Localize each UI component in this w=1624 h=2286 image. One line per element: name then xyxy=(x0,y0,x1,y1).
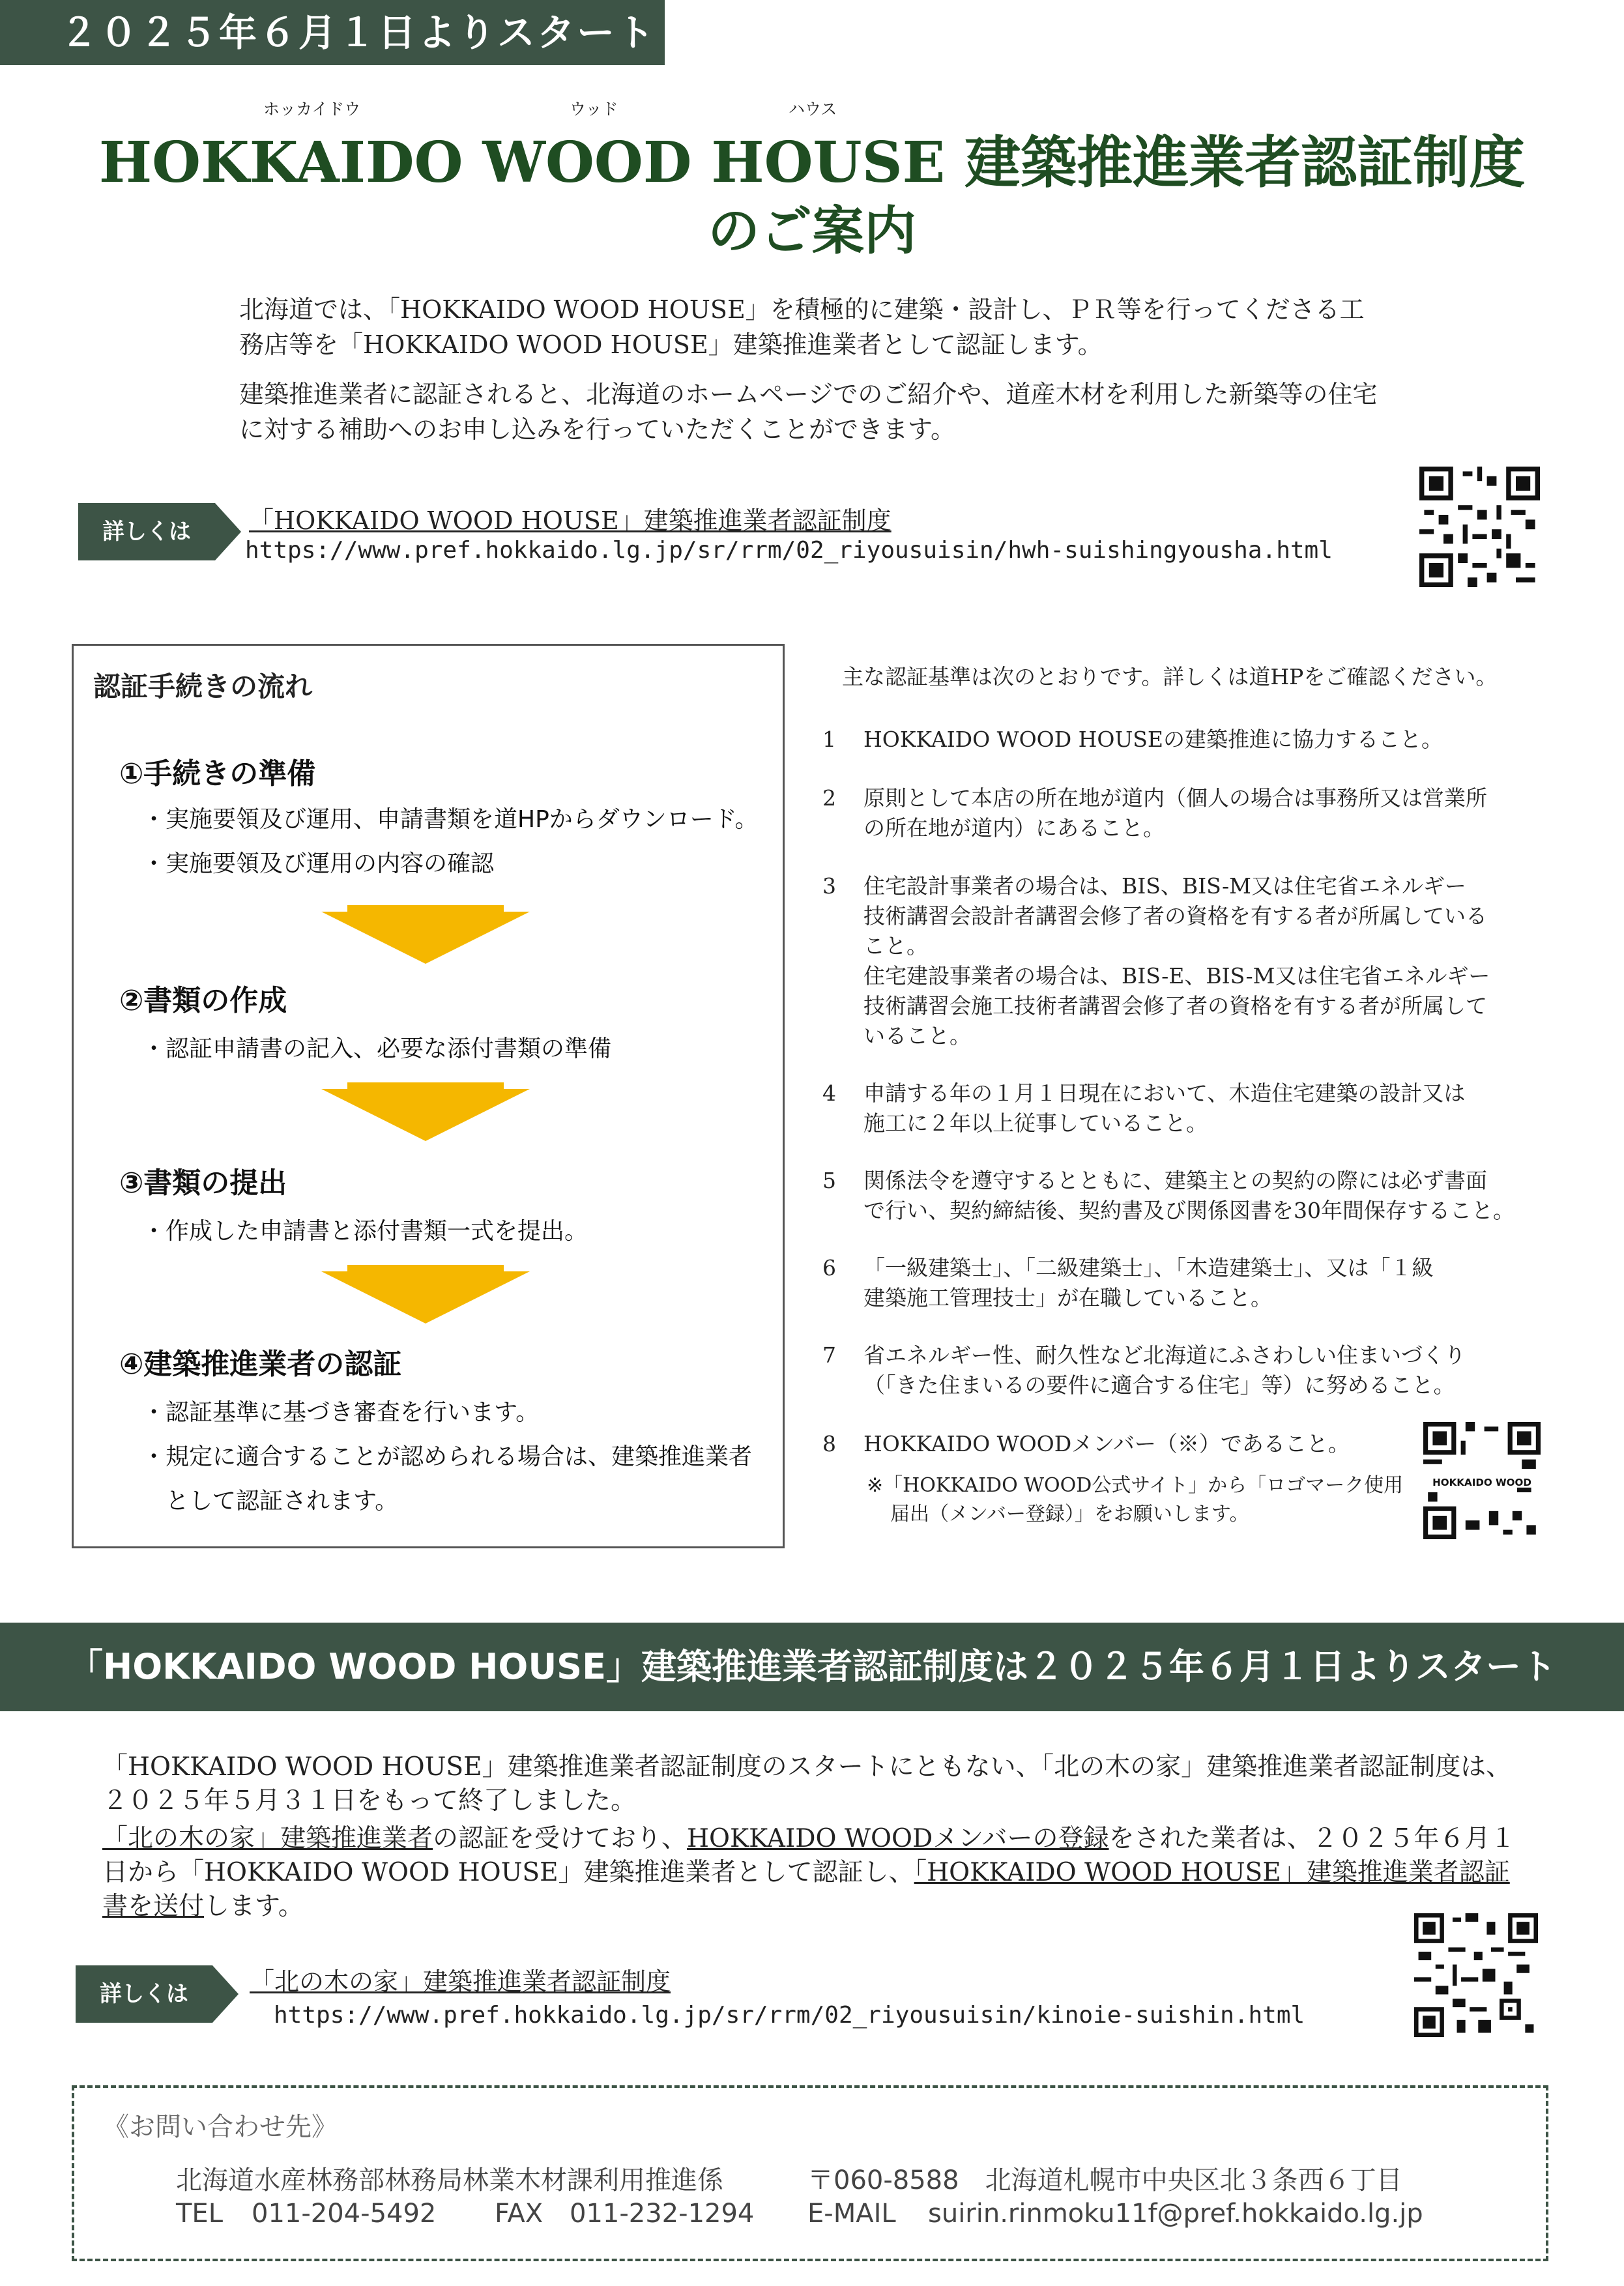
contact-box xyxy=(72,2085,1548,2261)
criteria-line: 技術講習会施工技術者講習会修了者の資格を有する者が所属して xyxy=(863,993,1487,1019)
criteria-line: （「きた住まいるの要件に適合する住宅」等）に努めること。 xyxy=(863,1372,1455,1398)
criteria-number: 7 xyxy=(822,1342,836,1368)
tel-label: TEL xyxy=(176,2199,223,2229)
ruby-wood: ウッド xyxy=(570,100,618,119)
body-text: をされた業者は、２０２５年６月１日から「HOKKAIDO WOOD HOUSE」建築推進業者として認証し、 xyxy=(102,1824,1516,1887)
ruby-hokkaido: ホッカイドウ xyxy=(263,100,361,119)
step-item: ・実施要領及び運用、申請書類を道HPからダウンロード。 xyxy=(142,806,759,833)
step-heading-1: ①手続きの準備 xyxy=(119,757,316,790)
details-tag-1: 詳しくは xyxy=(78,503,215,560)
criteria-line: 省エネルギー性、耐久性など北海道にふさわしい住まいづくり xyxy=(863,1342,1466,1368)
contact-department: 北海道水産林務部林務局林業木材課利用推進係 xyxy=(176,2165,723,2195)
criteria-line: 住宅建設事業者の場合は、BIS-E、BIS-M又は住宅省エネルギー xyxy=(863,963,1490,989)
step-item: ・認証基準に基づき審査を行います。 xyxy=(142,1399,540,1426)
criteria-item-1 xyxy=(863,725,1443,755)
top-banner: ２０２５年６月１日よりスタート xyxy=(0,0,665,65)
underlined-text: 「北の木の家」建築推進業者 xyxy=(102,1824,433,1853)
qr-code-3-icon[interactable] xyxy=(1414,1913,1538,2037)
criteria-line: 申請する年の１月１日現在において、木造住宅建築の設計又は xyxy=(863,1080,1466,1106)
arrow-down-icon xyxy=(321,1265,530,1324)
mid-banner: 「HOKKAIDO WOOD HOUSE」建築推進業者認証制度は２０２５年６月１日よりスタート xyxy=(0,1623,1624,1711)
section2-paragraph-1: 「HOKKAIDO WOOD HOUSE」建築推進業者認証制度のスタートにともない、「北の木の家」建築推進業者認証制度は、２０２５年５月３１日をもって終了しました。 xyxy=(102,1752,1512,1816)
contact-heading: 《お問い合わせ先》 xyxy=(103,2112,338,2142)
step-item: ・認証申請書の記入、必要な添付書類の準備 xyxy=(142,1035,612,1062)
criteria-number: 6 xyxy=(822,1255,836,1280)
criteria-number: 3 xyxy=(822,873,836,899)
qr-label: HOKKAIDO WOOD xyxy=(1432,1476,1531,1488)
step-heading-2: ②書類の作成 xyxy=(119,984,287,1017)
step-heading-4: ④建築推進業者の認証 xyxy=(119,1348,402,1381)
section2-paragraph-2 xyxy=(102,1822,1523,1924)
criteria-item-4 xyxy=(863,1078,1465,1138)
criteria-line: 住宅設計事業者の場合は、BIS、BIS-M又は住宅省エネルギー xyxy=(863,873,1466,899)
page-subtitle: のご案内 xyxy=(708,201,916,261)
qr-code-1-icon[interactable] xyxy=(1419,467,1540,587)
criteria-line: 施工に２年以上従事していること。 xyxy=(863,1110,1208,1136)
criteria-item-2 xyxy=(863,783,1487,843)
link-title-1[interactable]: 「HOKKAIDO WOOD HOUSE」建築推進業者認証制度 xyxy=(249,506,892,535)
link-title-2[interactable]: 「北の木の家」建築推進業者認証制度 xyxy=(250,1967,671,1996)
criteria-line: 関係法令を遵守するとともに、建築主との契約の際には必ず書面 xyxy=(863,1168,1487,1193)
criteria-number: 8 xyxy=(822,1431,836,1456)
ruby-house: ハウス xyxy=(789,100,837,119)
fax-label: FAX xyxy=(495,2199,544,2229)
page-title: HOKKAIDO WOOD HOUSE 建築推進業者認証制度 xyxy=(98,130,1526,195)
contact-address: 〒060-8588 北海道札幌市中央区北３条西６丁目 xyxy=(807,2165,1402,2195)
email-label: E-MAIL xyxy=(807,2199,896,2229)
step-item: として認証されます。 xyxy=(142,1488,399,1514)
step-item: ・規定に適合することが認められる場合は、建築推進業者 xyxy=(142,1443,753,1470)
intro-paragraph-2: 建築推進業者に認証されると、北海道のホームページでのご紹介や、道産木材を利用した新築等の住宅に対する補助へのお申し込みを行っていただくことができます。 xyxy=(239,380,1378,444)
criteria-item-5 xyxy=(863,1166,1515,1226)
step-item: ・実施要領及び運用の内容の確認 xyxy=(142,850,495,877)
link-url-1[interactable]: https://www.pref.hokkaido.lg.jp/sr/rrm/02_riyousuisin/hwh-suishingyousha.html xyxy=(245,537,1333,564)
criteria-line: いること。 xyxy=(863,1023,971,1049)
criteria-note xyxy=(867,1471,1403,1529)
criteria-line: HOKKAIDO WOOD HOUSEの建築推進に協力すること。 xyxy=(863,727,1443,752)
qr-code-2-icon[interactable] xyxy=(1423,1422,1541,1539)
link-url-2[interactable]: https://www.pref.hokkaido.lg.jp/sr/rrm/02_riyousuisin/kinoie-suishin.html xyxy=(274,2002,1305,2029)
underlined-text: 「HOKKAIDO WOOD HOUSE」建築推進業者認証書を送付 xyxy=(102,1858,1510,1921)
step-heading-3: ③書類の提出 xyxy=(119,1166,287,1200)
criteria-number: 4 xyxy=(822,1080,836,1106)
criteria-number: 1 xyxy=(822,727,836,752)
criteria-line: 「一級建築士」、「二級建築士」、「木造建築士」、又は「１級 xyxy=(863,1255,1434,1280)
criteria-line: HOKKAIDO WOODメンバー（※）であること。 xyxy=(863,1431,1350,1456)
body-text: の認証を受けており、 xyxy=(433,1824,688,1853)
email-address[interactable]: suirin.rinmoku11f@pref.hokkaido.lg.jp xyxy=(928,2199,1423,2229)
criteria-line: こと。 xyxy=(863,933,928,959)
step-item: ・作成した申請書と添付書類一式を提出。 xyxy=(142,1218,588,1245)
criteria-item-8 xyxy=(863,1429,1350,1459)
criteria-number: 5 xyxy=(822,1168,836,1193)
body-text: します。 xyxy=(204,1892,304,1921)
criteria-note-line: ※「HOKKAIDO WOOD公式サイト」から「ロゴマーク使用 xyxy=(867,1474,1404,1497)
arrow-down-icon xyxy=(321,905,530,964)
criteria-line: 建築施工管理技士」が在職していること。 xyxy=(863,1285,1272,1310)
tel-number[interactable]: 011-204-5492 xyxy=(252,2199,437,2229)
fax-number: 011-232-1294 xyxy=(570,2199,755,2229)
criteria-line: 原則として本店の所在地が道内（個人の場合は事務所又は営業所 xyxy=(863,785,1487,811)
intro-paragraph-1: 北海道では、「HOKKAIDO WOOD HOUSE」を積極的に建築・設計し、ＰＲ等を行ってくださる工務店等を「HOKKAIDO WOOD HOUSE」建築推進業者として認証します。 xyxy=(239,295,1365,359)
underlined-text: HOKKAIDO WOODメンバーの登録 xyxy=(687,1824,1109,1853)
criteria-item-7 xyxy=(863,1340,1466,1400)
criteria-item-3 xyxy=(863,871,1490,1051)
criteria-line: の所在地が道内）にあること。 xyxy=(863,815,1165,841)
criteria-intro: 主な認証基準は次のとおりです。詳しくは道HPをご確認ください。 xyxy=(842,664,1498,689)
criteria-item-6 xyxy=(863,1253,1434,1313)
flow-title: 認証手続きの流れ xyxy=(93,671,313,702)
criteria-note-line: 届出（メンバー登録）」をお願いします。 xyxy=(890,1503,1249,1526)
criteria-line: で行い、契約締結後、契約書及び関係図書を30年間保存すること。 xyxy=(863,1198,1515,1223)
flow-box xyxy=(72,644,785,1548)
details-tag-2: 詳しくは xyxy=(76,1965,212,2023)
criteria-line: 技術講習会設計者講習会修了者の資格を有する者が所属している xyxy=(863,903,1487,929)
arrow-down-icon xyxy=(321,1082,530,1141)
criteria-number: 2 xyxy=(822,785,836,811)
